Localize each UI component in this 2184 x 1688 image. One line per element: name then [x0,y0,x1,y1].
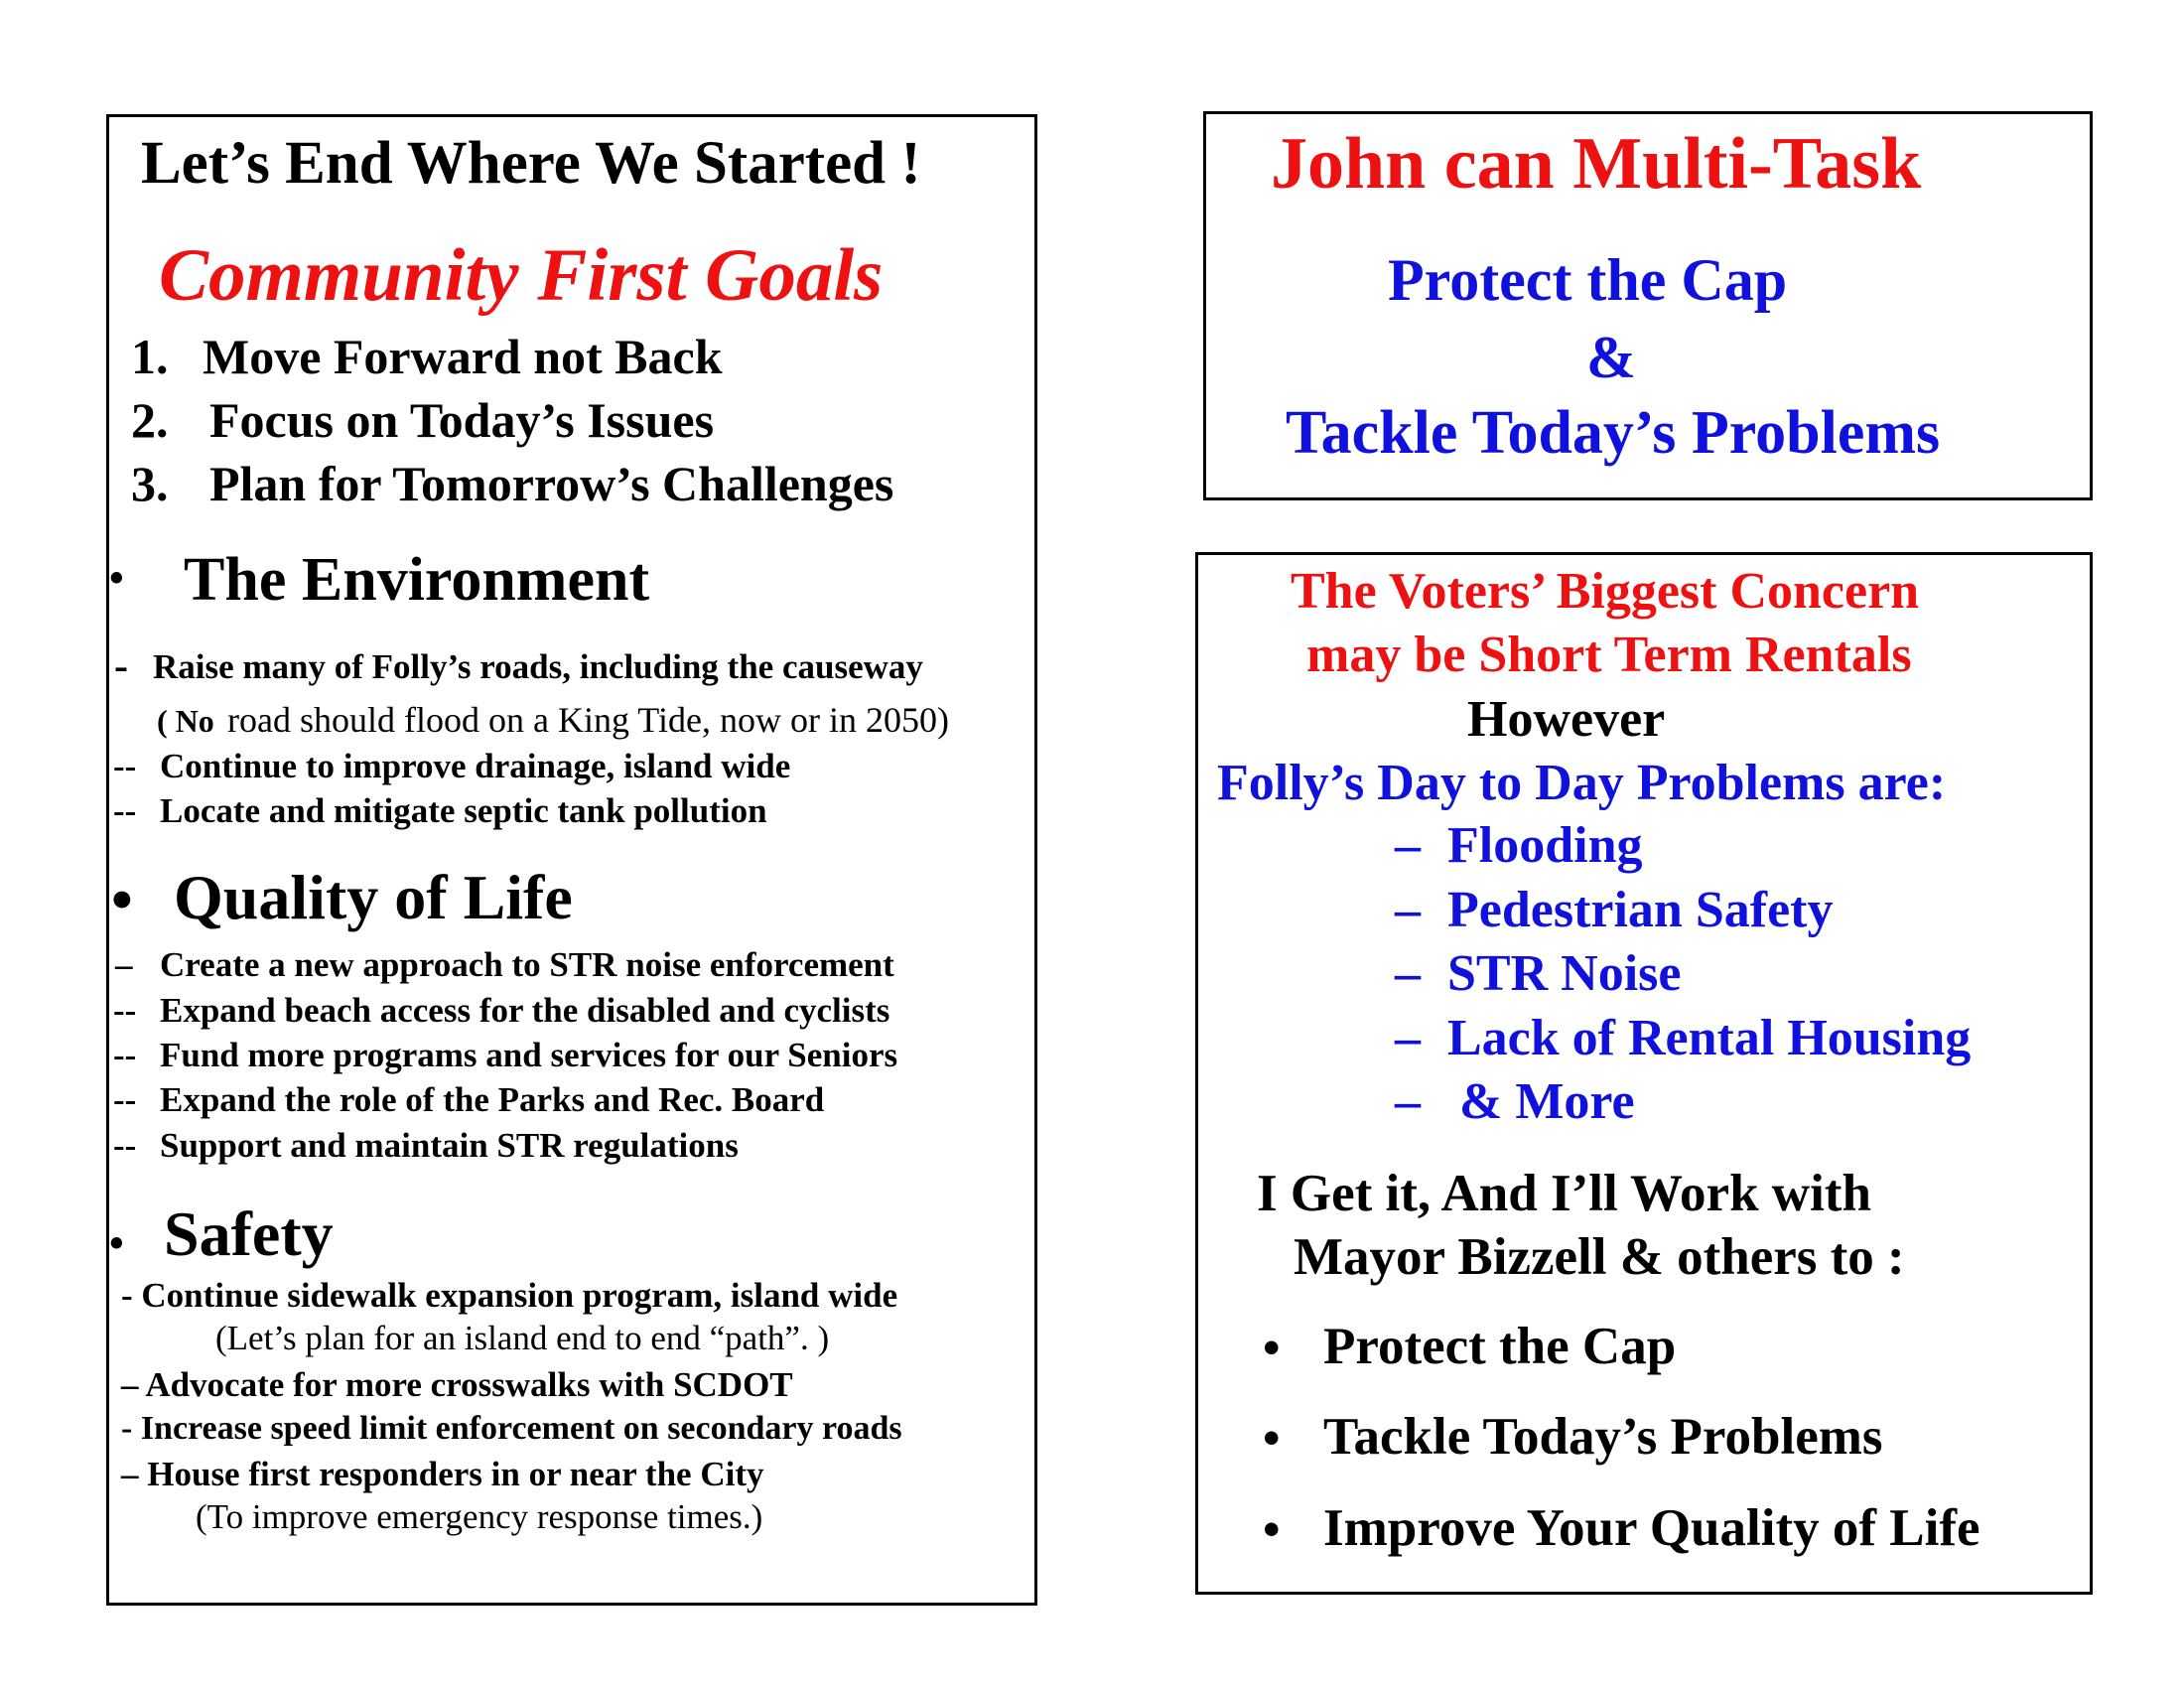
env-item-4-text: Locate and mitigate septic tank pollution [160,791,767,830]
problem-text-5: & More [1459,1073,1635,1130]
quality-item-2-text: Expand beach access for the disabled and cyclists [160,991,890,1030]
env-item-3-text: Continue to improve drainage, island wide [160,747,791,785]
problem-dash-5: – [1395,1073,1421,1130]
action-bullet-1: • [1263,1320,1281,1375]
env-item-1-text: Raise many of Folly’s roads, including the causeway [153,647,923,686]
goal-num-2: 2. [131,392,169,448]
quality-item-3-prefix: -- [113,1036,137,1074]
action-text-3: Improve Your Quality of Life [1323,1499,1980,1557]
however-text: However [1467,691,1666,748]
quality-item-2-prefix: -- [113,991,137,1030]
multitask-title: John can Multi-Task [1271,123,1922,205]
problem-dash-4: – [1395,1010,1421,1066]
environment-title: The Environment [184,546,650,614]
concern-line-2: may be Short Term Rentals [1306,627,1912,683]
multitask-line-3: Tackle Today’s Problems [1286,399,1941,467]
quality-item-4-prefix: -- [113,1080,137,1119]
quality-item-5-prefix: -- [113,1126,137,1165]
problem-text-3: STR Noise [1447,945,1682,1002]
env-item-1-prefix: - [114,643,128,689]
left-heading: Let’s End Where We Started ! [141,130,921,197]
quality-bullet: • [111,867,133,934]
problems-heading: Folly’s Day to Day Problems are: [1217,755,1947,811]
goal-text-1: Move Forward not Back [203,329,723,384]
goals-title: Community First Goals [159,234,884,317]
pledge-line-2: Mayor Bizzell & others to : [1294,1228,1905,1286]
quality-item-1-prefix: – [115,945,133,984]
problem-dash-3: – [1395,945,1421,1002]
goal-text-3: Plan for Tomorrow’s Challenges [209,456,894,511]
quality-item-1-text: Create a new approach to STR noise enforcement [160,945,894,984]
safety-title: Safety [164,1198,334,1269]
goal-num-3: 3. [131,456,169,511]
safety-item-6: (To improve emergency response times.) [196,1497,763,1536]
multitask-line-1: Protect the Cap [1388,247,1788,313]
safety-bullet: • [109,1221,124,1267]
safety-item-1: - Continue sidewalk expansion program, island wide [121,1276,898,1315]
env-item-4-prefix: -- [113,791,137,830]
problem-dash-1: – [1395,817,1421,874]
concern-line-1: The Voters’ Biggest Concern [1291,563,1920,620]
problem-text-4: Lack of Rental Housing [1447,1010,1972,1066]
safety-item-4: - Increase speed limit enforcement on secondary roads [121,1410,902,1447]
safety-item-3: – Advocate for more crosswalks with SCDOT [121,1365,793,1404]
env-item-3-prefix: -- [113,747,137,785]
pledge-line-1: I Get it, And I’ll Work with [1257,1165,1871,1222]
problem-text-2: Pedestrian Safety [1447,882,1834,938]
env-item-2-text: road should flood on a King Tide, now or in 2050) [227,700,949,740]
problem-dash-2: – [1395,882,1421,938]
action-bullet-2: • [1263,1410,1281,1466]
safety-item-5: – House first responders in or near the City [121,1455,764,1493]
multitask-line-2: & [1586,325,1636,390]
environment-bullet: • [109,556,124,602]
env-item-2-prefix: ( No [157,703,214,739]
goal-num-1: 1. [131,329,169,384]
quality-title: Quality of Life [174,862,573,932]
quality-item-3-text: Fund more programs and services for our Seniors [160,1036,898,1074]
goal-text-2: Focus on Today’s Issues [209,392,715,448]
quality-item-4-text: Expand the role of the Parks and Rec. Board [160,1080,825,1119]
action-bullet-3: • [1263,1501,1281,1557]
safety-item-2: (Let’s plan for an island end to end “path”. ) [215,1319,830,1357]
action-text-1: Protect the Cap [1323,1318,1677,1375]
problem-text-1: Flooding [1447,817,1643,874]
quality-item-5-text: Support and maintain STR regulations [160,1126,739,1165]
action-text-2: Tackle Today’s Problems [1323,1408,1883,1466]
